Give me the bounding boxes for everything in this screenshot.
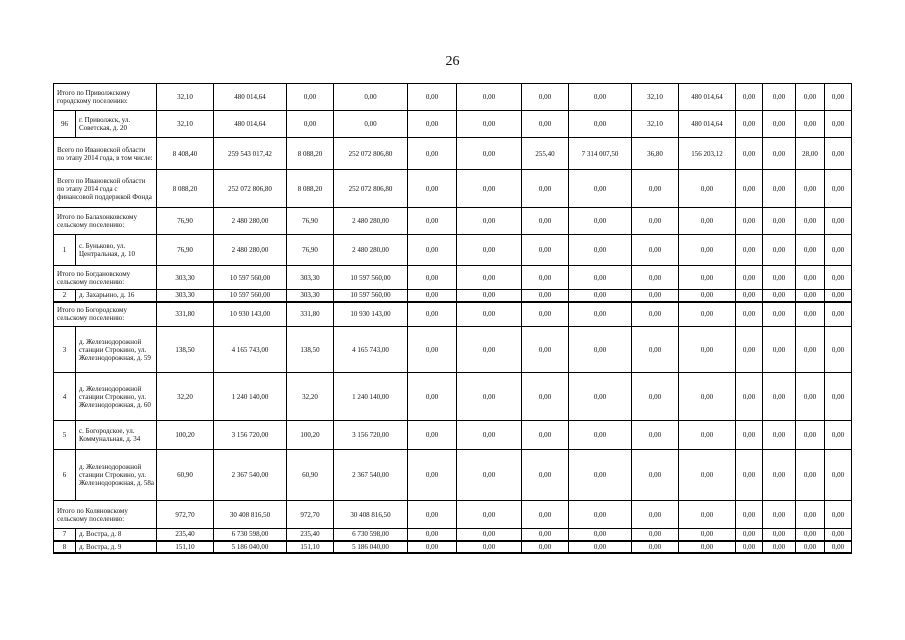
- table-cell: 0,00: [679, 529, 736, 541]
- table-cell: 972,70: [287, 501, 334, 529]
- table-cell: 480 014,64: [214, 84, 287, 111]
- table-cell: 5 186 040,00: [334, 541, 408, 553]
- row-index: 7: [54, 529, 76, 541]
- table-cell: 0,00: [825, 541, 852, 553]
- table-cell: 0,00: [408, 208, 457, 235]
- table-cell: 0,00: [763, 208, 796, 235]
- table-cell: 0,00: [763, 138, 796, 170]
- table-cell: 0,00: [457, 529, 522, 541]
- table-cell: 0,00: [796, 302, 825, 327]
- table-cell: 0,00: [522, 111, 569, 138]
- table-cell: 138,50: [157, 327, 214, 373]
- table-cell: 480 014,64: [214, 111, 287, 138]
- table-cell: 0,00: [763, 327, 796, 373]
- table-row-subtotal: [54, 84, 852, 111]
- row-address: д. Железнодорожной станции Строкино, ул. Железнодорожная, д. 60: [76, 373, 157, 421]
- row-label: Итого по Коляновскому сельскому поселению:: [54, 501, 157, 529]
- table-cell: 1 240 140,00: [214, 373, 287, 421]
- table-cell: 0,00: [522, 290, 569, 302]
- table-cell: 0,00: [522, 529, 569, 541]
- table-cell: 0,00: [457, 290, 522, 302]
- table-cell: 0,00: [522, 84, 569, 111]
- table-cell: 0,00: [825, 266, 852, 290]
- table-cell: 0,00: [679, 541, 736, 553]
- report-table: [53, 83, 852, 554]
- table-cell: 10 597 560,00: [334, 290, 408, 302]
- table-cell: 0,00: [457, 170, 522, 208]
- table-cell: 0,00: [522, 266, 569, 290]
- table-cell: 0,00: [796, 111, 825, 138]
- table-cell: 0,00: [736, 373, 763, 421]
- table-row: [54, 290, 852, 302]
- table-cell: 0,00: [632, 421, 679, 450]
- table-cell: 0,00: [632, 170, 679, 208]
- table-cell: 0,00: [763, 266, 796, 290]
- table-cell: 3 156 720,00: [214, 421, 287, 450]
- table-cell: 0,00: [736, 111, 763, 138]
- table-cell: 0,00: [457, 450, 522, 501]
- table-cell: 0,00: [522, 170, 569, 208]
- table-cell: 0,00: [632, 529, 679, 541]
- table-cell: 0,00: [736, 541, 763, 553]
- table-cell: 0,00: [569, 84, 632, 111]
- table-cell: 3 156 720,00: [334, 421, 408, 450]
- row-address: д. Востра, д. 8: [76, 529, 157, 541]
- table-cell: 0,00: [408, 421, 457, 450]
- table-cell: 6 730 598,00: [334, 529, 408, 541]
- table-cell: 2 367 540,00: [334, 450, 408, 501]
- table-cell: 0,00: [632, 266, 679, 290]
- row-index: 2: [54, 290, 76, 302]
- table-cell: 0,00: [287, 84, 334, 111]
- table-cell: 0,00: [408, 290, 457, 302]
- table-cell: 0,00: [763, 84, 796, 111]
- table-cell: 0,00: [763, 529, 796, 541]
- table-row: [54, 235, 852, 266]
- table-cell: 0,00: [796, 208, 825, 235]
- table-cell: 252 072 806,80: [334, 170, 408, 208]
- table-cell: 30 408 816,50: [334, 501, 408, 529]
- table-cell: 0,00: [679, 208, 736, 235]
- table-cell: 0,00: [569, 541, 632, 553]
- table-cell: 0,00: [763, 290, 796, 302]
- table-cell: 0,00: [408, 501, 457, 529]
- table-cell: 0,00: [522, 373, 569, 421]
- table-cell: 0,00: [569, 450, 632, 501]
- table-cell: 32,20: [157, 373, 214, 421]
- table-cell: 0,00: [825, 450, 852, 501]
- table-cell: 0,00: [825, 327, 852, 373]
- table-cell: 0,00: [408, 138, 457, 170]
- table-cell: 0,00: [632, 327, 679, 373]
- table-cell: 60,90: [287, 450, 334, 501]
- table-cell: 0,00: [457, 138, 522, 170]
- table-cell: 0,00: [457, 302, 522, 327]
- table-cell: 0,00: [408, 529, 457, 541]
- table-cell: 0,00: [736, 501, 763, 529]
- table-cell: 0,00: [679, 450, 736, 501]
- table-cell: 32,10: [157, 84, 214, 111]
- table-row: [54, 450, 852, 501]
- table-cell: 0,00: [522, 235, 569, 266]
- table-cell: 30 408 816,50: [214, 501, 287, 529]
- table-cell: 0,00: [408, 373, 457, 421]
- row-index: 8: [54, 541, 76, 553]
- table-cell: 10 930 143,00: [214, 302, 287, 327]
- row-address: с. Буньково, ул. Центральная, д. 10: [76, 235, 157, 266]
- table-row: [54, 541, 852, 553]
- table-cell: 0,00: [679, 373, 736, 421]
- table-cell: 303,30: [287, 266, 334, 290]
- table-cell: 0,00: [569, 266, 632, 290]
- report-table-body: [54, 84, 852, 553]
- table-cell: 100,20: [157, 421, 214, 450]
- table-cell: 0,00: [334, 84, 408, 111]
- row-label: Итого по Богородскому сельскому поселению:: [54, 302, 157, 327]
- table-cell: 0,00: [457, 208, 522, 235]
- table-cell: 0,00: [736, 327, 763, 373]
- table-cell: 76,90: [287, 235, 334, 266]
- table-cell: 32,20: [287, 373, 334, 421]
- table-row: [54, 327, 852, 373]
- table-cell: 76,90: [157, 235, 214, 266]
- table-cell: 0,00: [736, 290, 763, 302]
- table-cell: 32,10: [632, 111, 679, 138]
- row-address: д. Захарьино, д. 16: [76, 290, 157, 302]
- table-row-subtotal: [54, 138, 852, 170]
- table-cell: 76,90: [287, 208, 334, 235]
- table-cell: 0,00: [457, 373, 522, 421]
- table-cell: 0,00: [736, 208, 763, 235]
- table-cell: 480 014,64: [679, 84, 736, 111]
- table-cell: 151,10: [287, 541, 334, 553]
- table-cell: 331,80: [287, 302, 334, 327]
- table-row-subtotal: [54, 266, 852, 290]
- table-cell: 0,00: [632, 450, 679, 501]
- table-cell: 0,00: [763, 501, 796, 529]
- table-row-subtotal: [54, 501, 852, 529]
- table-cell: 0,00: [287, 111, 334, 138]
- table-cell: 0,00: [569, 111, 632, 138]
- table-cell: 0,00: [408, 170, 457, 208]
- table-cell: 0,00: [679, 421, 736, 450]
- table-cell: 1 240 140,00: [334, 373, 408, 421]
- table-cell: 2 480 280,00: [334, 208, 408, 235]
- table-cell: 259 543 017,42: [214, 138, 287, 170]
- table-cell: 0,00: [763, 421, 796, 450]
- table-cell: 0,00: [408, 541, 457, 553]
- table-cell: 0,00: [408, 450, 457, 501]
- table-cell: 255,40: [522, 138, 569, 170]
- table-cell: 0,00: [763, 111, 796, 138]
- table-cell: 0,00: [408, 111, 457, 138]
- table-cell: 8 088,20: [157, 170, 214, 208]
- table-cell: 0,00: [569, 170, 632, 208]
- table-cell: 0,00: [457, 501, 522, 529]
- table-cell: 0,00: [825, 111, 852, 138]
- table-cell: 0,00: [736, 138, 763, 170]
- table-cell: 0,00: [763, 302, 796, 327]
- table-cell: 2 480 280,00: [214, 235, 287, 266]
- table-cell: 0,00: [522, 501, 569, 529]
- table-cell: 0,00: [632, 290, 679, 302]
- table-cell: 0,00: [569, 208, 632, 235]
- table-cell: 0,00: [796, 290, 825, 302]
- table-cell: 0,00: [457, 266, 522, 290]
- table-cell: 0,00: [569, 327, 632, 373]
- table-cell: 303,30: [287, 290, 334, 302]
- row-address: с. Богородское, ул. Коммунальная, д. 34: [76, 421, 157, 450]
- row-address: д. Востра, д. 9: [76, 541, 157, 553]
- table-cell: 76,90: [157, 208, 214, 235]
- row-label: Итого по Богдановскому сельскому поселению:: [54, 266, 157, 290]
- table-row-subtotal: [54, 170, 852, 208]
- table-cell: 10 597 560,00: [214, 266, 287, 290]
- table-cell: 138,50: [287, 327, 334, 373]
- table-cell: 0,00: [408, 84, 457, 111]
- table-cell: 0,00: [796, 266, 825, 290]
- table-cell: 0,00: [763, 373, 796, 421]
- table-row-subtotal: [54, 302, 852, 327]
- table-cell: 0,00: [825, 208, 852, 235]
- table-cell: 0,00: [796, 421, 825, 450]
- table-cell: 4 165 743,00: [334, 327, 408, 373]
- table-cell: 0,00: [408, 302, 457, 327]
- row-address: г. Приволжск, ул. Советская, д. 20: [76, 111, 157, 138]
- table-cell: 303,30: [157, 290, 214, 302]
- table-cell: 60,90: [157, 450, 214, 501]
- table-cell: 0,00: [796, 170, 825, 208]
- table-cell: 0,00: [825, 421, 852, 450]
- table-cell: 2 480 280,00: [334, 235, 408, 266]
- table-cell: 0,00: [796, 373, 825, 421]
- table-cell: 0,00: [569, 373, 632, 421]
- table-cell: 32,10: [157, 111, 214, 138]
- table-cell: 252 072 806,80: [334, 138, 408, 170]
- table-cell: 10 597 560,00: [214, 290, 287, 302]
- table-cell: 36,80: [632, 138, 679, 170]
- table-cell: 235,40: [157, 529, 214, 541]
- row-label: Итого по Приволжскому городскому поселению:: [54, 84, 157, 111]
- table-cell: 0,00: [825, 84, 852, 111]
- table-cell: 0,00: [796, 529, 825, 541]
- table-cell: 0,00: [825, 138, 852, 170]
- table-cell: 32,10: [632, 84, 679, 111]
- table-cell: 0,00: [825, 302, 852, 327]
- table-cell: 8 408,40: [157, 138, 214, 170]
- row-address: д. Железнодорожной станции Строкино, ул. Железнодорожная, д. 59: [76, 327, 157, 373]
- table-cell: 10 597 560,00: [334, 266, 408, 290]
- table-cell: 0,00: [569, 302, 632, 327]
- row-label: Всего по Ивановской области по этапу 2014 года с финансовой поддержкой Фонда: [54, 170, 157, 208]
- table-cell: 0,00: [632, 302, 679, 327]
- table-row: [54, 529, 852, 541]
- table-cell: 0,00: [736, 266, 763, 290]
- table-cell: 151,10: [157, 541, 214, 553]
- table-cell: 0,00: [569, 529, 632, 541]
- table-cell: 8 088,20: [287, 170, 334, 208]
- table-cell: 0,00: [408, 327, 457, 373]
- table-cell: 0,00: [679, 302, 736, 327]
- table-cell: 0,00: [736, 170, 763, 208]
- table-cell: 10 930 143,00: [334, 302, 408, 327]
- table-cell: 0,00: [522, 421, 569, 450]
- table-cell: 0,00: [679, 290, 736, 302]
- table-cell: 0,00: [825, 373, 852, 421]
- table-cell: 0,00: [763, 170, 796, 208]
- table-cell: 0,00: [679, 327, 736, 373]
- table-cell: 252 072 806,80: [214, 170, 287, 208]
- table-cell: 0,00: [457, 235, 522, 266]
- table-cell: 0,00: [522, 302, 569, 327]
- table-cell: 7 314 007,50: [569, 138, 632, 170]
- table-cell: 0,00: [796, 327, 825, 373]
- table-cell: 0,00: [796, 235, 825, 266]
- table-cell: 8 088,20: [287, 138, 334, 170]
- table-cell: 0,00: [457, 421, 522, 450]
- row-index: 6: [54, 450, 76, 501]
- table-cell: 0,00: [522, 541, 569, 553]
- table-row: [54, 421, 852, 450]
- table-cell: 235,40: [287, 529, 334, 541]
- table-cell: 0,00: [825, 501, 852, 529]
- table-cell: 480 014,64: [679, 111, 736, 138]
- table-cell: 0,00: [679, 235, 736, 266]
- table-cell: 0,00: [334, 111, 408, 138]
- row-index: 5: [54, 421, 76, 450]
- table-cell: 2 367 540,00: [214, 450, 287, 501]
- table-cell: 0,00: [763, 450, 796, 501]
- table-cell: 0,00: [763, 235, 796, 266]
- table-cell: 0,00: [632, 373, 679, 421]
- table-cell: 0,00: [796, 501, 825, 529]
- table-row: [54, 373, 852, 421]
- table-cell: 0,00: [825, 290, 852, 302]
- table-cell: 0,00: [632, 235, 679, 266]
- page-number: 26: [445, 54, 460, 69]
- table-cell: 972,70: [157, 501, 214, 529]
- table-cell: 100,20: [287, 421, 334, 450]
- row-label: Итого по Балахонковскому сельскому поселению:: [54, 208, 157, 235]
- table-cell: 0,00: [457, 541, 522, 553]
- row-index: 3: [54, 327, 76, 373]
- table-cell: 0,00: [736, 450, 763, 501]
- table-cell: 0,00: [569, 421, 632, 450]
- table-cell: 0,00: [736, 529, 763, 541]
- table-cell: 0,00: [796, 541, 825, 553]
- table-row-subtotal: [54, 208, 852, 235]
- table-cell: 0,00: [408, 235, 457, 266]
- table-cell: 0,00: [679, 170, 736, 208]
- table-cell: 0,00: [825, 170, 852, 208]
- table-cell: 0,00: [569, 235, 632, 266]
- table-cell: 5 186 040,00: [214, 541, 287, 553]
- table-row: [54, 111, 852, 138]
- table-cell: 0,00: [569, 290, 632, 302]
- table-cell: 0,00: [408, 266, 457, 290]
- table-cell: 0,00: [736, 302, 763, 327]
- table-cell: 303,30: [157, 266, 214, 290]
- table-cell: 0,00: [825, 529, 852, 541]
- table-cell: 0,00: [679, 266, 736, 290]
- table-cell: 0,00: [825, 235, 852, 266]
- table-cell: 0,00: [796, 84, 825, 111]
- table-cell: 0,00: [569, 501, 632, 529]
- table-cell: 0,00: [632, 208, 679, 235]
- table-cell: 0,00: [457, 84, 522, 111]
- table-cell: 0,00: [522, 450, 569, 501]
- table-cell: 0,00: [796, 450, 825, 501]
- row-index: 4: [54, 373, 76, 421]
- row-index: 96: [54, 111, 76, 138]
- table-cell: 4 165 743,00: [214, 327, 287, 373]
- table-cell: 0,00: [457, 111, 522, 138]
- table-cell: 0,00: [632, 501, 679, 529]
- table-cell: 6 730 598,00: [214, 529, 287, 541]
- table-cell: 0,00: [736, 235, 763, 266]
- row-index: 1: [54, 235, 76, 266]
- table-cell: 156 203,12: [679, 138, 736, 170]
- table-cell: 0,00: [763, 541, 796, 553]
- table-cell: 331,80: [157, 302, 214, 327]
- table-cell: 0,00: [736, 421, 763, 450]
- table-cell: 28,00: [796, 138, 825, 170]
- table-cell: 0,00: [522, 208, 569, 235]
- table-cell: 0,00: [522, 327, 569, 373]
- row-address: д. Железнодорожной станции Строкино, ул. Железнодорожная, д. 58а: [76, 450, 157, 501]
- table-cell: 0,00: [679, 501, 736, 529]
- row-label: Всего по Ивановской области по этапу 2014 года, в том числе:: [54, 138, 157, 170]
- table-cell: 0,00: [736, 84, 763, 111]
- table-cell: 0,00: [632, 541, 679, 553]
- table-cell: 0,00: [457, 327, 522, 373]
- table-cell: 2 480 280,00: [214, 208, 287, 235]
